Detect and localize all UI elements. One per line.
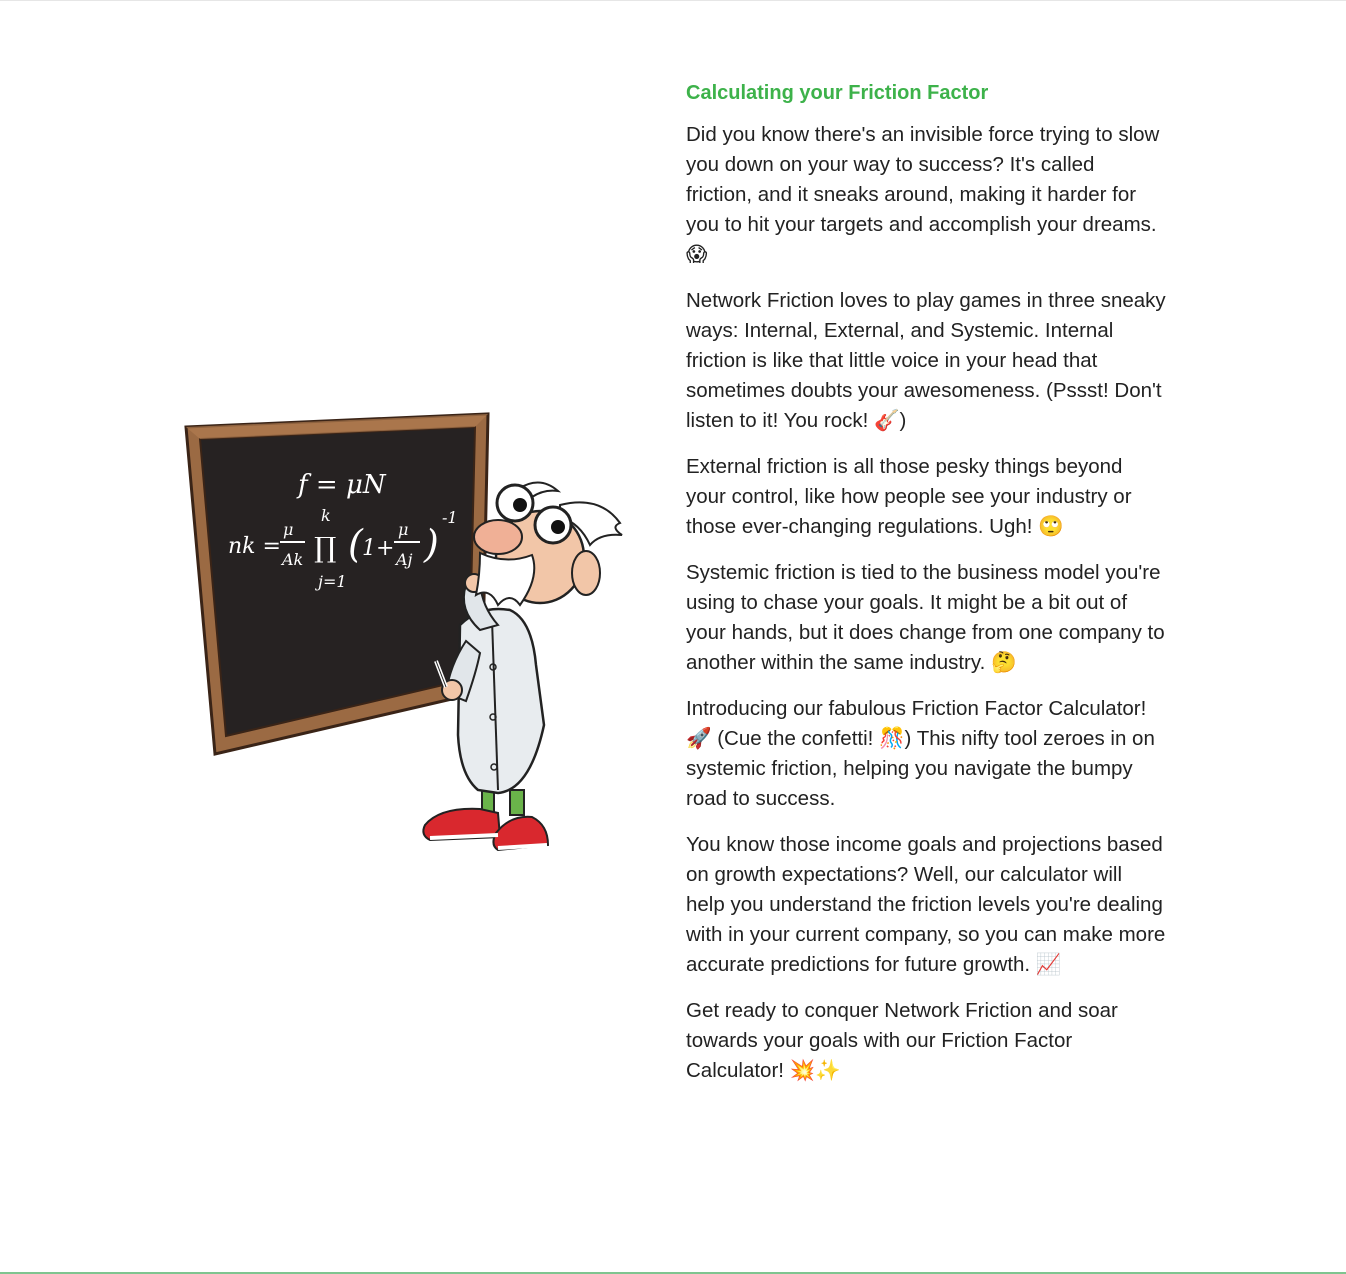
svg-text:Ak: Ak xyxy=(282,550,304,569)
chalkboard xyxy=(186,414,488,754)
chalk-formula-1: f = μN xyxy=(298,470,386,500)
svg-text:Aj: Aj xyxy=(396,550,413,569)
svg-text:μ: μ xyxy=(398,520,409,539)
paragraph-intro: Did you know there's an invisible force trying to slow you down on your way to success? It's called friction, and it sneaks around, making it harder for you to hit your targets and accomplish your dreams. 😱 xyxy=(686,123,1160,266)
article-heading: Calculating your Friction Factor xyxy=(686,82,989,104)
svg-text:(: ( xyxy=(348,522,363,566)
paragraph-calculator-intro: Introducing our fabulous Friction Factor Calculator! 🚀 (Cue the confetti! 🎊) This nifty tool zeroes in on systemic friction, helping you navigate the bumpy road to success. xyxy=(686,697,1155,810)
chalk-index-j: j=1 xyxy=(318,572,347,591)
chalk-formula-2: nk = xyxy=(228,534,281,559)
paragraph-income-goals: You know those income goals and projections based on growth expectations? Well, our calculator will help you understand the friction levels you're dealing with in your current company, so you can make more accurate predictions for future growth. 📈 xyxy=(686,833,1166,976)
paragraph-systemic-friction: Systemic friction is tied to the business model you're using to chase your goals. It might be a bit out of your hands, but it does change from one company to another within the same industry. 🤔 xyxy=(686,561,1165,674)
svg-text:1+: 1+ xyxy=(362,536,395,561)
article-content xyxy=(686,78,1166,1102)
svg-text:μ: μ xyxy=(283,520,294,539)
paragraph-call-to-action: Get ready to conquer Network Friction and soar towards your goals with our Friction Factor Calculator! 💥✨ xyxy=(686,999,1118,1082)
svg-text:-1: -1 xyxy=(442,508,458,527)
chalk-index-k: k xyxy=(321,506,331,525)
top-divider xyxy=(0,0,1346,1)
svg-text:∏: ∏ xyxy=(314,531,337,564)
svg-text:): ) xyxy=(424,522,439,566)
paragraph-internal-friction: Network Friction loves to play games in three sneaky ways: Internal, External, and Systemic. Internal friction is like that little voice in your head that sometimes doubts your awesomeness. (Pssst! Don't listen to it! You rock! 🎸) xyxy=(686,289,1166,432)
paragraph-external-friction: External friction is all those pesky things beyond your control, like how people see your industry or those ever-changing regulations. Ugh! 🙄 xyxy=(686,455,1132,538)
professor-chalkboard-illustration xyxy=(180,405,640,870)
